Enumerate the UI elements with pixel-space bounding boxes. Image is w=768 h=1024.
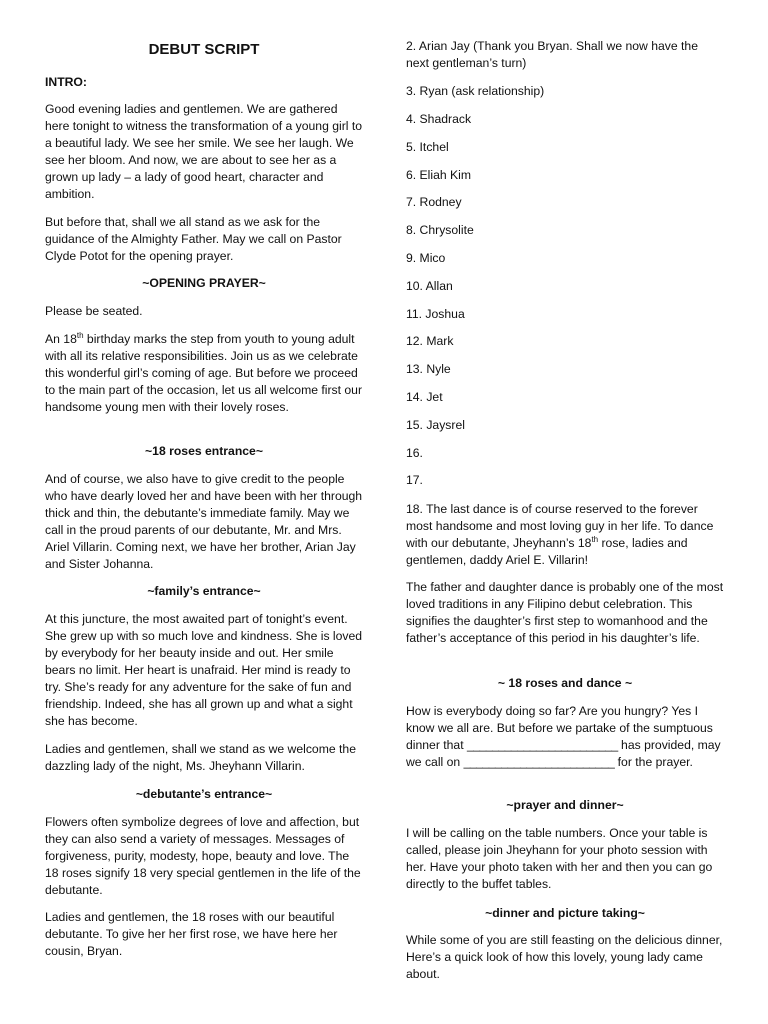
paragraph-18th-birthday: An 18th birthday marks the step from youth to young adult with all its relative responsibilities. Join us as we celebrate this wonderful girl’s coming of age. But before we proceed to the main part of the occasion, let us all welcome first our handsome young men with their lovely roses. bbox=[45, 330, 363, 414]
list-item: 5. Itchel bbox=[406, 140, 449, 154]
list-item-2: 2. Arian Jay (Thank you Bryan. Shall we now have the next gentleman’s turn) bbox=[406, 39, 698, 70]
paragraph-first-rose: Ladies and gentlemen, the 18 roses with our beautiful debutante. To give her her first rose, we have here her cousin, Bryan. bbox=[45, 910, 338, 958]
list-item: 14. Jet bbox=[406, 390, 443, 404]
list-item: 15. Jaysrel bbox=[406, 418, 465, 432]
paragraph-please-seated: Please be seated. bbox=[45, 304, 143, 318]
paragraph-family: And of course, we also have to give credit to the people who have dearly loved her and have been with her through thick and thin, the debutante’s immediate family. May we call in the proud parents of our debutante, Mr. and Mrs. Ariel Villarin. Coming next, we have her brother, Arian Jay and Sister Johanna. bbox=[45, 472, 363, 571]
paragraph-flowers: Flowers often symbolize degrees of love and affection, but they can also send a variety of messages. Messages of forgiveness, purity, modesty, hope, beauty and love. The 18 roses signify 18 very special gentlemen in the life of the debutante. bbox=[45, 815, 361, 897]
list-item: 11. Joshua bbox=[406, 307, 465, 321]
list-item: 13. Nyle bbox=[406, 362, 451, 376]
paragraph-prayer-call: But before that, shall we all stand as we ask for the guidance of the Almighty Father. May we call on Pastor Clyde Potot for the opening prayer. bbox=[45, 215, 342, 263]
section-18-roses-entrance: ~18 roses entrance~ bbox=[145, 444, 263, 458]
paragraph-dinner-prayer: How is everybody doing so far? Are you hungry? Yes I know we all are. But before we partake of the sumptuous dinner that ________________________ has provided, may we call on ________________________ for the prayer. bbox=[406, 704, 721, 769]
section-18-roses-and-dance: ~ 18 roses and dance ~ bbox=[497, 676, 633, 690]
intro-heading: INTRO: bbox=[45, 75, 87, 89]
paragraph-table-numbers: I will be calling on the table numbers. Once your table is called, please join Jheyhann for your photo session with her. Have your photo taken with her and then you can go directly to the buffet tables. bbox=[406, 826, 713, 891]
section-opening-prayer: ~OPENING PRAYER~ bbox=[142, 276, 266, 290]
paragraph-father-daughter: The father and daughter dance is probably one of the most loved traditions in any Filipino debut celebration. This signifies the daughter’s first step to womanhood and the father’s acceptance of this period in his daughter’s life. bbox=[406, 580, 724, 645]
list-item: 3. Ryan (ask relationship) bbox=[406, 84, 545, 98]
paragraph-juncture: At this juncture, the most awaited part of tonight’s event. She grew up with so much love and kindness. She is loved by everybody for her beauty inside and out. Her smile bears no limit. Her heart is unafraid. Her mind is ready to try. She’s ready for any adventure for the sake of fun and friendship. Indeed, she has all grown up and what a sight she has become. bbox=[45, 612, 363, 728]
blank-line: ________________________ bbox=[463, 755, 615, 769]
paragraph-last-dance: 18. The last dance is of course reserved to the forever most handsome and most loving guy in her life. To dance with our debutante, Jheyhann’s 18th rose, ladies and gentlemen, daddy Ariel E. Villarin! bbox=[406, 502, 714, 567]
paragraph-feasting: While some of you are still feasting on the delicious dinner, Here’s a quick look of how this lovely, young lady came about. bbox=[406, 933, 723, 981]
document-title: DEBUT SCRIPT bbox=[148, 41, 260, 58]
list-item: 9. Mico bbox=[406, 251, 446, 265]
section-family-entrance: ~family’s entrance~ bbox=[147, 584, 261, 598]
section-dinner-and-picture: ~dinner and picture taking~ bbox=[485, 906, 645, 920]
section-debutante-entrance: ~debutante’s entrance~ bbox=[135, 787, 273, 801]
list-item: 12. Mark bbox=[406, 334, 454, 348]
list-item: 10. Allan bbox=[406, 279, 453, 293]
list-item: 8. Chrysolite bbox=[406, 223, 474, 237]
list-item: 16. bbox=[406, 446, 423, 460]
list-item: 7. Rodney bbox=[406, 195, 462, 209]
paragraph-welcome-lady: Ladies and gentlemen, shall we stand as we welcome the dazzling lady of the night, Ms. Jheyhann Villarin. bbox=[45, 742, 356, 773]
section-prayer-and-dinner: ~prayer and dinner~ bbox=[506, 798, 624, 812]
list-item: 6. Eliah Kim bbox=[406, 168, 472, 182]
list-item: 4. Shadrack bbox=[406, 112, 472, 126]
blank-line: ________________________ bbox=[466, 738, 618, 752]
list-item: 17. bbox=[406, 473, 423, 487]
paragraph-intro: Good evening ladies and gentlemen. We are gathered here tonight to witness the transformation of a young girl to a beautiful lady. We see her smile. We see her laugh. We see her bloom. And now, we are about to see her as a grown up lady – a lady of good heart, character and ambition. bbox=[45, 102, 363, 201]
